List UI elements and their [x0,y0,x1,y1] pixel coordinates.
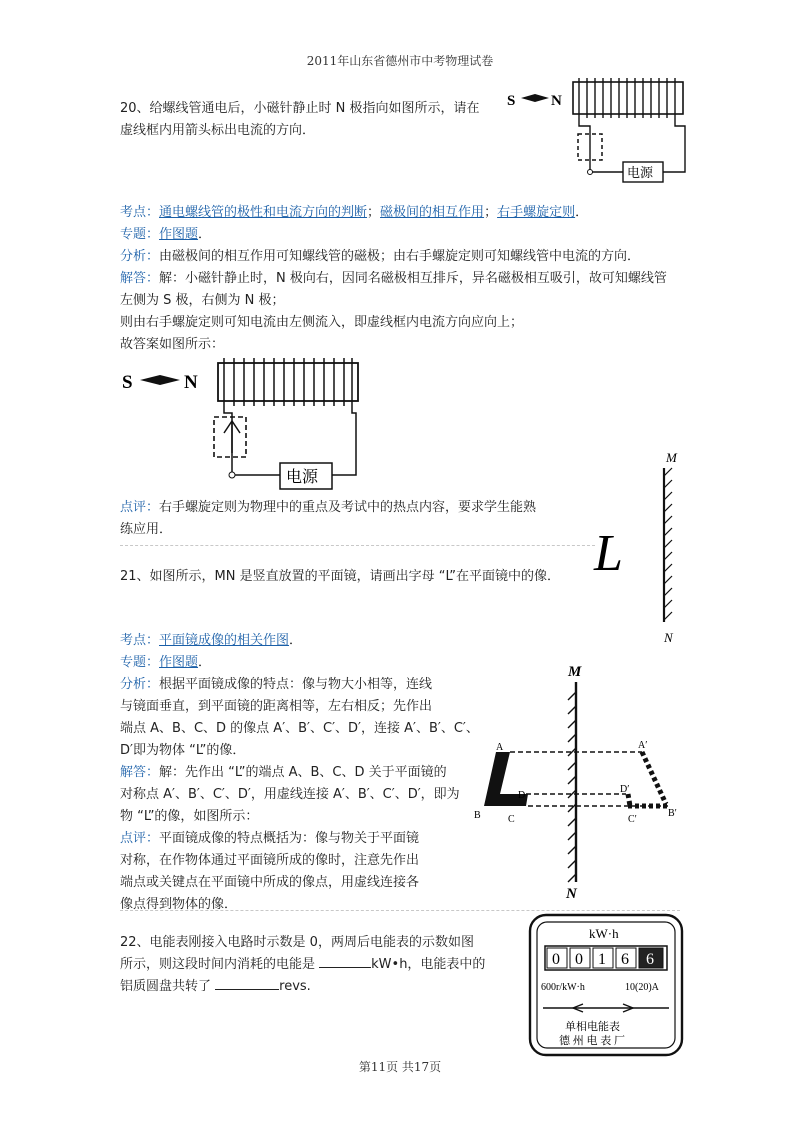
divider [120,910,680,911]
q22-line1: 22、电能表刚接入电路时示数是 0，两周后电能表的示数如图 [120,935,474,950]
divider [120,545,595,546]
s-pole-label: S [122,372,133,393]
n-pole-label: N [184,372,198,393]
mirror-image-l [628,752,668,806]
jieda-text-1: 解：先作出 “L”的端点 A、B、C、D 关于平面镜的 [159,765,447,780]
meter-digit: 0 [575,951,583,968]
meter-spec-left: 600r/kW·h [541,982,585,993]
q22-line3-text: 铝质圆盘共转了 [120,979,216,994]
letter-l: L [594,525,623,582]
meter-maker: 德 州 电 表 厂 [559,1035,625,1047]
power-source-label: 电源 [627,165,654,180]
fenxi-text: 由磁极间的相互作用可知螺线管的磁极；由右手螺旋定则可知螺线管中电流的方向． [159,249,641,264]
compass-needle-icon [521,94,549,102]
q20-jieda-line4: 故答案如图所示： [120,337,225,352]
kaodian-link-2[interactable]: 磁极间的相互作用 [380,205,485,220]
q21-answer-figure [470,660,685,900]
point-c-label: C [508,814,515,825]
q20-kaodian-row [120,202,588,224]
kaodian-label: 考点： [120,205,160,220]
q21-mirror-figure [590,446,690,646]
meter-spec-right: 10(20)A [625,982,659,993]
dianping-text-1: 平面镜成像的特点概括为：像与物关于平面镜 [159,831,420,846]
q21-jieda-line2: 对称点 A′、B′、C′、D′，用虚线连接 A′、B′、C′、D′，即为 [120,787,460,802]
q20-question-line1: 20、给螺线管通电后，小磁针静止时 N 极指向如图所示，请在 [120,101,480,116]
mirror-m-label: M [568,664,582,680]
page-header-title: 2011年山东省德州市中考物理试卷 [306,54,494,68]
separator: ； [484,205,498,220]
fenxi-label: 分析： [120,249,160,264]
period: ． [575,205,589,220]
meter-digit: 6 [621,951,629,968]
q21-jieda-line3: 物 “L”的像，如图所示： [120,809,259,824]
zhuanti-label: 专题： [120,227,160,242]
meter-digit-window [545,946,667,970]
q21-fenxi-line3: 端点 A、B、C、D 的像点 A′、B′、C′、D′，连接 A′、B′、C′、 [120,721,479,736]
q21-dianping-line2: 对称，在作物体通过平面镜所成的像时，注意先作出 [120,853,420,868]
mirror-hatching [568,692,576,882]
q20-zhuanti-row [120,224,211,246]
point-c2-label: C′ [628,814,637,825]
q21-dianping-line4: 像点得到物体的像． [120,897,238,912]
q21-question: 21、如图所示，MN 是竖直放置的平面镜，请画出字母 “L”在平面镜中的像． [120,569,561,584]
solenoid-coils [579,78,675,118]
mirror-m-label: M [666,450,677,465]
q21-zhuanti-row [120,652,211,674]
n-pole-label: N [551,93,562,109]
fenxi-label: 分析： [120,677,160,692]
jieda-label: 解答： [120,765,160,780]
dianping-text-1: 右手螺旋定则为物理中的重点及考试中的热点内容，要求学生能熟 [159,500,537,515]
mirror-hatching [664,468,672,620]
period: ． [198,655,212,670]
s-pole-label: S [507,93,516,109]
dianping-label: 点评： [120,500,160,515]
point-d-label: D [518,790,526,801]
kaodian-label: 考点： [120,633,160,648]
q20-jieda-line3: 则由右手螺旋定则可知电流由左侧流入，即虚线框内电流方向应向上； [120,315,524,330]
q21-fenxi-line4: D′即为物体 “L”的像． [120,743,246,758]
q20-fenxi-row [120,246,640,268]
q20-question-line2: 虚线框内用箭头标出电流的方向． [120,123,316,138]
q22-unit1: kW•h，电能表中的 [371,957,486,972]
meter-digit: 1 [598,951,606,968]
solenoid-coils [224,358,352,406]
q21-kaodian-row [120,630,302,652]
q20-jieda-line2: 左侧为 S 极，右侧为 N 极； [120,293,285,308]
q21-fenxi-row [120,674,432,696]
q20-solenoid-figure [505,76,695,186]
q21-jieda-row [120,762,447,784]
point-a2-label: A′ [638,740,648,751]
electricity-meter-figure [527,912,685,1058]
answer-blank-revs[interactable] [215,977,279,990]
zhuanti-link[interactable]: 作图题 [159,227,199,242]
power-source-label: 电源 [286,469,319,486]
mirror-n-label: N [566,886,577,900]
meter-name: 单相电能表 [565,1021,620,1033]
kaodian-link[interactable]: 平面镜成像的相关作图 [159,633,290,648]
period: ． [198,227,212,242]
kaodian-link-1[interactable]: 通电螺线管的极性和电流方向的判断 [159,205,368,220]
kaodian-link-3[interactable]: 右手螺旋定则 [497,205,576,220]
jieda-text-1: 解：小磁针静止时，N 极向右，因同名磁极相互排斥，异名磁极相互吸引，故可知螺线管 [159,271,667,286]
separator: ； [367,205,381,220]
fenxi-text-1: 根据平面镜成像的特点：像与物大小相等，连线 [159,677,433,692]
point-d2-label: D′ [620,784,630,795]
period: ． [289,633,303,648]
q21-dianping-row [120,828,419,850]
mirror-n-label: N [664,630,673,645]
solenoid-core [218,363,358,401]
q22-line2-text: 所示，则这段时间内消耗的电能是 [120,957,320,972]
q20-jieda-row [120,268,667,290]
meter-unit: kW·h [589,926,619,941]
zhuanti-link[interactable]: 作图题 [159,655,199,670]
point-b-label: B [474,810,481,821]
compass-needle-icon [140,375,180,385]
q21-fenxi-line2: 与镜面垂直，到平面镜的距离相等，左右相反；先作出 [120,699,433,714]
meter-decimal-digit: 6 [646,951,654,968]
q22-line3 [120,976,311,998]
q20-answer-figure [120,355,370,495]
q20-dianping-row [120,497,536,519]
q22-unit2: revs. [279,979,311,994]
q21-dianping-line3: 端点或关键点在平面镜中所成的像点，用虚线连接各 [120,875,420,890]
zhuanti-label: 专题： [120,655,160,670]
jieda-label: 解答： [120,271,160,286]
q20-dianping-line2: 练应用． [120,522,173,537]
answer-blank-energy[interactable] [319,955,371,968]
q22-line2 [120,954,485,976]
meter-digit: 0 [552,951,560,968]
point-a-label: A [496,742,504,753]
point-b2-label: B′ [668,808,677,819]
page-number: 第11页 共17页 [358,1060,442,1074]
dianping-label: 点评： [120,831,160,846]
